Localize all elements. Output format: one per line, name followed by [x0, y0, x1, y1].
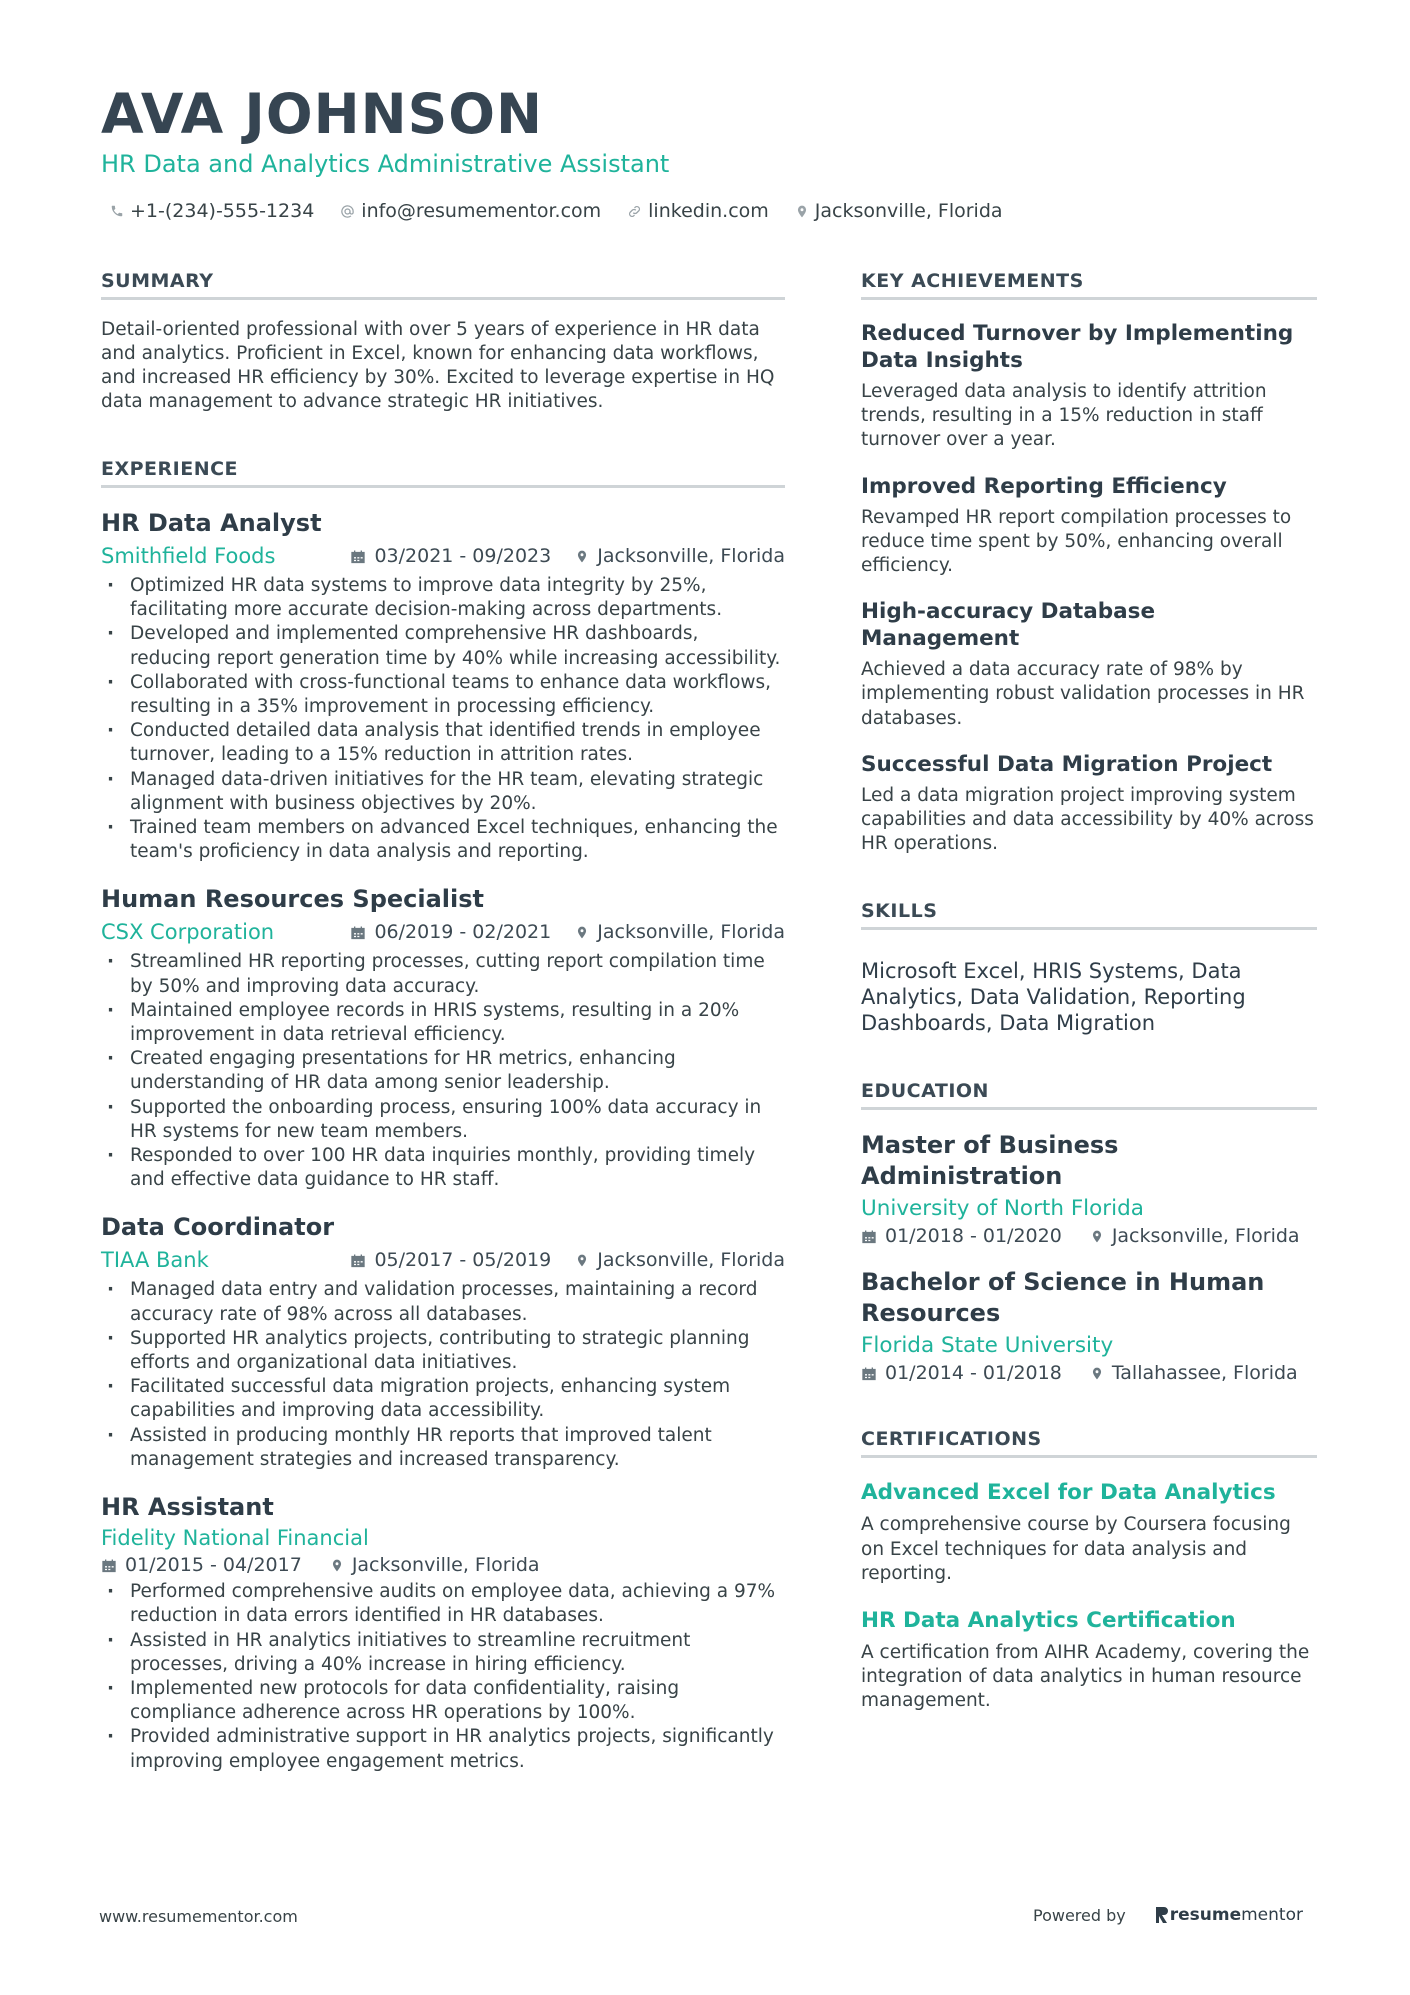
- job-company: Smithfield Foods: [101, 544, 276, 568]
- certification-item: [861, 1608, 1317, 1714]
- resumementor-logo[interactable]: [1156, 1905, 1303, 1925]
- location-pin-icon: [575, 924, 589, 941]
- logo-text-bold: resume: [1169, 1905, 1242, 1925]
- job-company: Fidelity National Financial: [101, 1526, 369, 1551]
- list-item: · Managed data entry and validation processes, maintaining a record accuracy rate of 98% across all databases.: [101, 1278, 785, 1326]
- location-pin-icon: [575, 1252, 589, 1269]
- calendar-icon: [350, 924, 366, 941]
- experience-heading: EXPERIENCE: [101, 458, 785, 488]
- resumementor-logo-icon: [1156, 1905, 1170, 1925]
- job-meta: [101, 1246, 785, 1274]
- skills-heading: SKILLS: [861, 900, 1317, 930]
- job-dates: 06/2019 - 02/2021: [374, 921, 552, 944]
- job-company: TIAA Bank: [101, 1248, 209, 1273]
- job-dates: 05/2017 - 05/2019: [374, 1249, 552, 1272]
- list-item: · Streamlined HR reporting processes, cutting report compilation time by 50% and improving data accuracy.: [101, 950, 785, 998]
- job-bullets: [101, 1580, 785, 1774]
- achievements-heading: KEY ACHIEVEMENTS: [861, 270, 1317, 300]
- contact-bar: [110, 200, 1029, 222]
- list-item: · Responded to over 100 HR data inquiries monthly, providing timely and effective data guidance to HR staff.: [101, 1144, 785, 1192]
- education-meta: [861, 1225, 1317, 1247]
- calendar-icon: [861, 1228, 877, 1245]
- footer-website[interactable]: www.resumementor.com: [99, 1907, 298, 1926]
- list-item: · Conducted detailed data analysis that identified trends in employee turnover, leading to a 15% reduction in attrition rates.: [101, 719, 785, 767]
- list-item: · Managed data-driven initiatives for the HR team, elevating strategic alignment with business objectives by 20%.: [101, 768, 785, 816]
- calendar-icon: [350, 1252, 366, 1269]
- achievement-desc: Leveraged data analysis to identify attrition trends, resulting in a 15% reduction in staff turnover over a year.: [861, 381, 1267, 451]
- achievement-item: [861, 473, 1317, 579]
- job-dates: 01/2015 - 04/2017: [125, 1554, 302, 1577]
- right-column: [861, 270, 1317, 1714]
- job-bullets: [101, 574, 785, 864]
- achievement-title: Reduced Turnover by Implementing Data Insights: [861, 321, 1294, 373]
- education-school: University of North Florida: [861, 1196, 1144, 1222]
- summary-text: Detail-oriented professional with over 5 years of experience in HR data and analytics. Proficient in Excel, known for enhancing data workflows, and increased HR efficiency by 30%. Excited to leverage expertise in HQ data management to advance strategic HR initiatives.: [101, 319, 775, 412]
- job-location: Jacksonville, Florida: [597, 921, 785, 944]
- list-item: · Collaborated with cross-functional teams to enhance data workflows, resulting in a 35% improvement in processing efficiency.: [101, 671, 785, 719]
- location-pin-icon: [1090, 1365, 1104, 1382]
- candidate-name: AVA JOHNSON: [101, 82, 544, 146]
- email-text: info@resumementor.com: [361, 200, 602, 222]
- education-degree: Bachelor of Science in Human Resources: [861, 1268, 1265, 1328]
- location-pin-icon: [795, 203, 809, 220]
- job-bullets: [101, 1278, 785, 1472]
- education-item: [861, 1130, 1317, 1247]
- job-entry: [101, 1212, 785, 1472]
- calendar-icon: [350, 548, 366, 565]
- education-school: Florida State University: [861, 1333, 1114, 1359]
- education-heading: EDUCATION: [861, 1080, 1317, 1110]
- job-dates: 03/2021 - 09/2023: [374, 545, 552, 567]
- location-pin-icon: [575, 548, 589, 565]
- job-title: HR Assistant: [101, 1493, 274, 1522]
- achievement-item: [861, 320, 1317, 453]
- link-icon: [627, 204, 642, 219]
- list-item: · Assisted in producing monthly HR reports that improved talent management strategies and increased transparency.: [101, 1424, 785, 1472]
- contact-location: [795, 200, 1003, 222]
- location-pin-icon: [1090, 1228, 1104, 1245]
- left-column: [101, 270, 785, 1774]
- logo-text-light: mentor: [1241, 1905, 1303, 1925]
- achievement-title: High-accuracy Database Management: [861, 599, 1156, 652]
- achievement-desc: Led a data migration project improving system capabilities and data accessibility by 40% across HR operations.: [861, 784, 1314, 855]
- candidate-role: HR Data and Analytics Administrative Assistant: [101, 150, 670, 178]
- location-pin-icon: [330, 1557, 344, 1574]
- list-item: · Supported HR analytics projects, contributing to strategic planning efforts and organizational data initiatives.: [101, 1327, 785, 1375]
- certification-desc: A certification from AIHR Academy, covering the integration of data analytics in human resource management.: [861, 1642, 1310, 1712]
- job-entry: [101, 884, 785, 1192]
- job-location: Jacksonville, Florida: [597, 545, 785, 567]
- list-item: · Trained team members on advanced Excel techniques, enhancing the team's proficiency in data analysis and reporting.: [101, 816, 785, 864]
- list-item: · Maintained employee records in HRIS systems, resulting in a 20% improvement in data retrieval efficiency.: [101, 999, 785, 1047]
- job-meta: [101, 542, 785, 570]
- job-meta: [101, 918, 785, 946]
- phone-icon: [110, 204, 124, 218]
- location-text: Jacksonville, Florida: [814, 200, 1003, 222]
- job-title: HR Data Analyst: [101, 509, 322, 537]
- calendar-icon: [861, 1365, 877, 1382]
- list-item: · Supported the onboarding process, ensuring 100% data accuracy in HR systems for new team members.: [101, 1096, 785, 1144]
- contact-email[interactable]: [340, 200, 601, 222]
- calendar-icon: [101, 1557, 117, 1574]
- achievement-item: [861, 751, 1317, 857]
- education-dates: 01/2014 - 01/2018: [885, 1362, 1062, 1385]
- certification-title: Advanced Excel for Data Analytics: [861, 1480, 1276, 1506]
- powered-by-label: Powered by: [1033, 1905, 1126, 1925]
- list-item: · Performed comprehensive audits on employee data, achieving a 97% reduction in data errors identified in HR databases.: [101, 1580, 785, 1628]
- achievement-title: Improved Reporting Efficiency: [861, 473, 1227, 499]
- job-location: Jacksonville, Florida: [351, 1554, 540, 1577]
- skills-text: Microsoft Excel, HRIS Systems, Data Analytics, Data Validation, Reporting Dashboards, Data Migration: [861, 959, 1246, 1036]
- education-item: [861, 1267, 1317, 1384]
- certifications-heading: CERTIFICATIONS: [861, 1428, 1317, 1458]
- education-meta: [861, 1362, 1317, 1384]
- achievement-title: Successful Data Migration Project: [861, 751, 1273, 777]
- education-dates: 01/2018 - 01/2020: [885, 1225, 1062, 1248]
- linkedin-text: linkedin.com: [648, 200, 769, 222]
- list-item: · Developed and implemented comprehensive HR dashboards, reducing report generation time by 40% while increasing accessibility.: [101, 622, 785, 670]
- job-entry: [101, 508, 785, 864]
- education-degree: Master of Business Administration: [861, 1131, 1119, 1191]
- at-icon: [340, 204, 355, 219]
- certification-desc: A comprehensive course by Coursera focusing on Excel techniques for data analysis and reporting.: [861, 1514, 1291, 1584]
- certification-title: HR Data Analytics Certification: [861, 1608, 1236, 1634]
- job-bullets: [101, 950, 785, 1192]
- list-item: · Optimized HR data systems to improve data integrity by 25%, facilitating more accurate decision-making across departments.: [101, 574, 785, 622]
- achievement-item: [861, 598, 1317, 731]
- list-item: · Created engaging presentations for HR metrics, enhancing understanding of HR data among senior leadership.: [101, 1047, 785, 1095]
- achievement-desc: Achieved a data accuracy rate of 98% by implementing robust validation processes in HR databases.: [861, 659, 1305, 729]
- phone-text: +1-(234)-555-1234: [130, 200, 315, 222]
- summary-heading: SUMMARY: [101, 270, 785, 300]
- contact-phone[interactable]: [110, 200, 314, 222]
- job-location: Jacksonville, Florida: [597, 1249, 785, 1272]
- certification-item: [861, 1480, 1317, 1586]
- achievement-desc: Revamped HR report compilation processes to reduce time spent by 50%, enhancing overall efficiency.: [861, 506, 1292, 577]
- list-item: · Assisted in HR analytics initiatives to streamline recruitment processes, driving a 40% increase in hiring efficiency.: [101, 1629, 785, 1677]
- list-item: · Facilitated successful data migration projects, enhancing system capabilities and improving data accessibility.: [101, 1375, 785, 1423]
- education-location: Jacksonville, Florida: [1111, 1225, 1300, 1248]
- list-item: · Implemented new protocols for data confidentiality, raising compliance adherence across HR operations by 100%.: [101, 1677, 785, 1725]
- contact-linkedin[interactable]: [627, 200, 769, 222]
- job-company: CSX Corporation: [101, 920, 275, 945]
- list-item: · Provided administrative support in HR analytics projects, significantly improving employee engagement metrics.: [101, 1725, 785, 1773]
- job-entry: [101, 1492, 785, 1774]
- job-meta: [101, 1554, 785, 1576]
- footer-branding: [1033, 1905, 1303, 1925]
- job-title: Data Coordinator: [101, 1213, 335, 1242]
- job-title: Human Resources Specialist: [101, 885, 485, 914]
- education-location: Tallahassee, Florida: [1111, 1362, 1298, 1385]
